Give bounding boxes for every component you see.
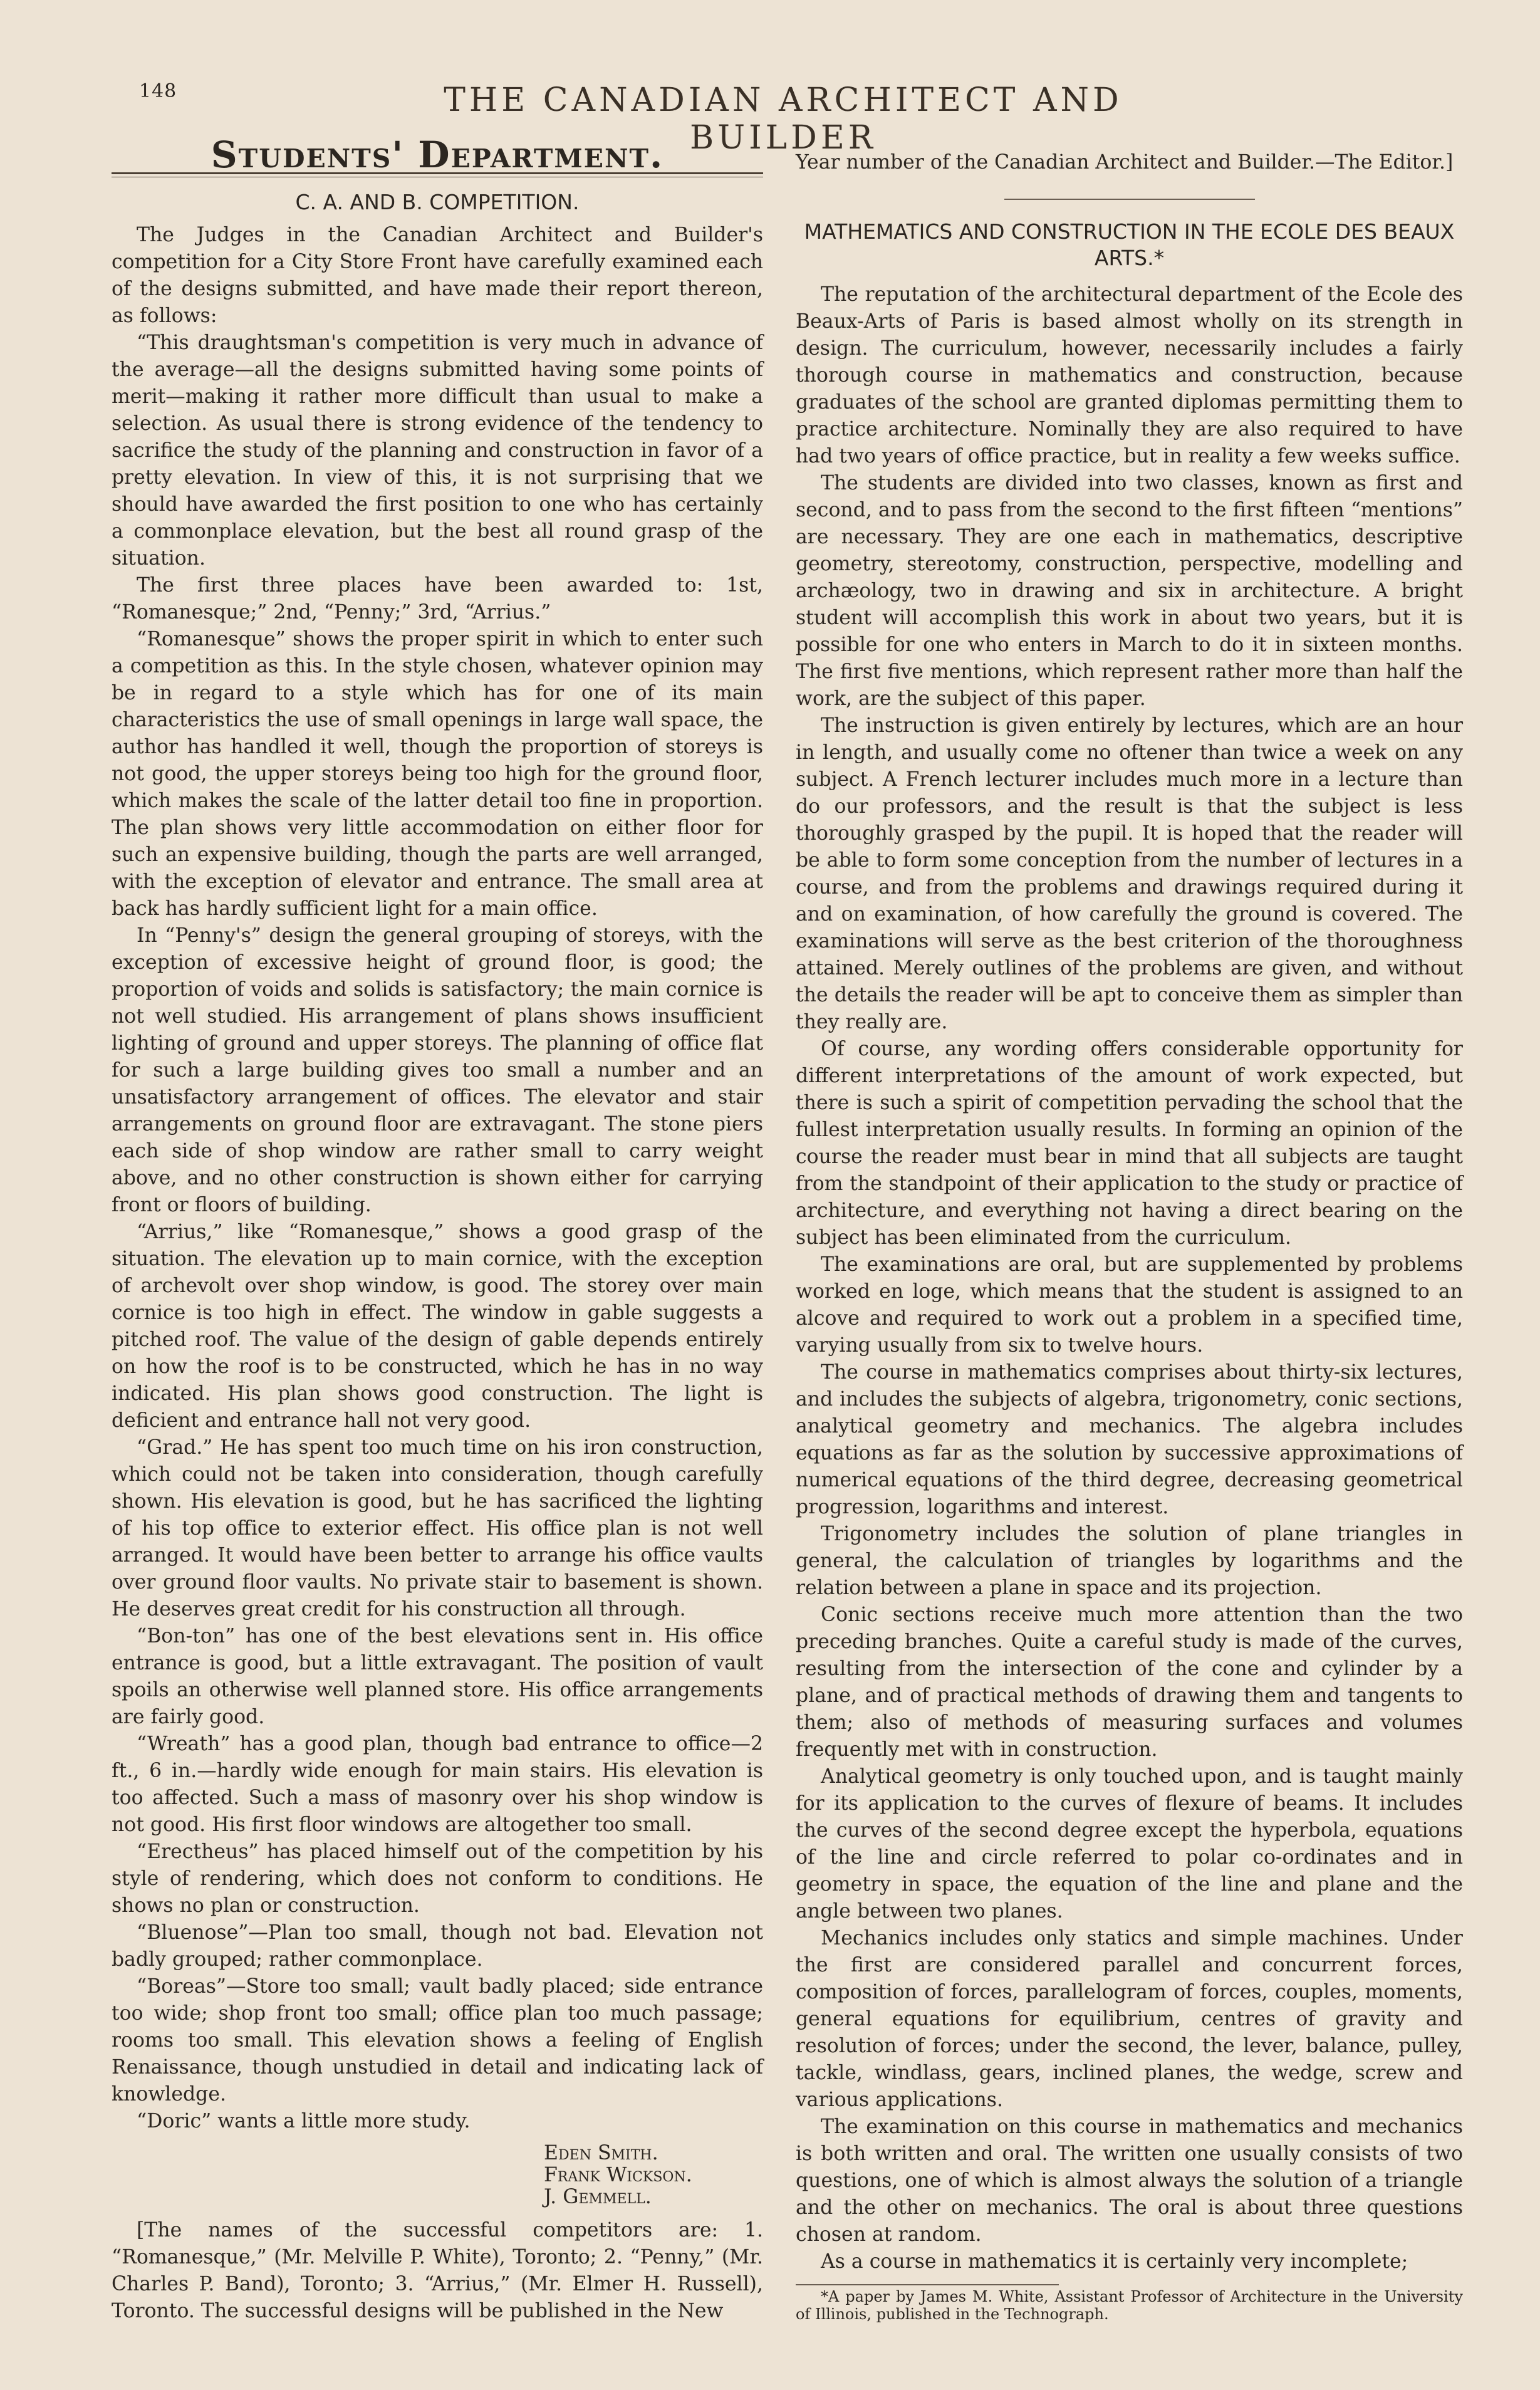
paragraph: “This draughtsman's competition is very much in advance of the average—all the designs submitted having some points of merit—making it rather more difficult than usual to make a selection. As usual there is strong evidence of the tendency to sacrifice the study of the planning and construction in favor of a pretty elevation. In view of this, it is not surprising that we should have awarded the first position to one who has certainly a commonplace elevation, but the best all round grasp of the situation. [112, 331, 763, 570]
left-column [112, 133, 763, 2325]
paragraph: Conic sections receive much more attention than the two preceding branches. Quite a careful study is made of the curves, resulting from the intersection of the cone and cylinder by a plane, and of practical methods of drawing them and tangents to them; also of methods of measuring surfaces and volumes frequently met with in construction. [796, 1604, 1463, 1761]
page-number: 148 [139, 80, 177, 102]
paragraph: “Bluenose”—Plan too small, though not bad. Elevation not badly grouped; rather commonplace. [112, 1921, 763, 1971]
paragraph: Of course, any wording offers considerable opportunity for different interpretations of the amount of work expected, but there is such a spirit of competition pervading the school that the fullest interpretation usually results. In forming an opinion of the course the reader must bear in mind that all subjects are taught from the standpoint of their application to the study or practice of architecture, and everything not having a direct bearing on the subject has been eliminated from the curriculum. [796, 1038, 1463, 1249]
paragraph: Trigonometry includes the solution of plane triangles in general, the calculation of triangles by logarithms and the relation between a plane in space and its projection. [796, 1523, 1463, 1599]
paragraph: The examinations are oral, but are supplemented by problems worked en loge, which means that the student is assigned to an alcove and required to work out a problem in a specified time, varying usually from six to twelve hours. [796, 1253, 1463, 1357]
paragraph: “Arrius,” like “Romanesque,” shows a good grasp of the situation. The elevation up to main cornice, with the exception of archevolt over shop window, is good. The storey over main cornice is too high in effect. The window in gable suggests a pitched roof. The value of the design of gable depends entirely on how the roof is to be constructed, which he has in no way indicated. His plan shows good construction. The light is deficient and entrance hall not very good. [112, 1221, 763, 1432]
footnote: *A paper by James M. White, Assistant Professor of Architecture in the University of Illinois, published in the Technograph. [796, 2288, 1463, 2323]
paragraph: As a course in mathematics it is certainly very incomplete; [821, 2250, 1408, 2273]
running-head: THE CANADIAN ARCHITECT AND BUILDER [444, 81, 1123, 157]
paragraph: Mechanics includes only statics and simple machines. Under the first are considered parallel and concurrent forces, composition of forces, parallelogram of forces, couples, moments, general equations for equilibrium, centres of gravity and resolution of forces; under the second, the lever, balance, pulley, tackle, windlass, gears, inclined planes, the wedge, screw and various applications. [796, 1927, 1463, 2111]
section-divider [1004, 199, 1255, 200]
editor-note: [The names of the successful competitors are: 1. “Romanesque,” (Mr. Melville P. White), Toronto; 2. “Penny,” (Mr. Charles P. Band), Toronto; 3. “Arrius,” (Mr. Elmer H. Russell), Toronto. The successful designs will be published in the New [112, 2219, 763, 2322]
paragraph: The Judges in the Canadian Architect and Builder's competition for a City Store Front have carefully examined each of the designs submitted, and have made their report thereon, as follows: [112, 224, 763, 327]
paragraph: “Grad.” He has spent too much time on his iron construction, which could not be taken into consideration, though carefully shown. His elevation is good, but he has sacrificed the lighting of his top office to exterior effect. His office plan is not well arranged. It would have been better to arrange his office vaults over ground floor vaults. No private stair to basement is shown. He deserves great credit for his construction all through. [112, 1436, 763, 1620]
paragraph: “Erectheus” has placed himself out of the competition by his style of rendering, which does not conform to conditions. He shows no plan or construction. [112, 1840, 763, 1917]
paragraph: “Romanesque” shows the proper spirit in which to enter such a competition as this. In the style chosen, whatever opinion may be in regard to a style which has for one of its main characteristics the use of small openings in large wall space, the author has handled it well, though the proportion of storeys is not good, the upper storeys being too high for the ground floor, which makes the scale of the latter detail too fine in proportion. The plan shows very little accommodation on either floor for such an expensive building, though the parts are well arranged, with the exception of elevator and entrance. The small area at back has hardly sufficient light for a main office. [112, 628, 763, 920]
paragraph: The first three places have been awarded to: 1st, “Romanesque;” 2nd, “Penny;” 3rd, “Arrius.” [112, 574, 763, 624]
footnote-rule [796, 2284, 1059, 2285]
paragraph: The instruction is given entirely by lectures, which are an hour in length, and usually come no oftener than twice a week on any subject. A French lecturer includes much more in a lecture than do our professors, and the result is that the subject is less thoroughly grasped by the pupil. It is hoped that the reader will be able to form some conception from the number of lectures in a course, and from the problems and drawings required during it and on examination, of how carefully the ground is covered. The examinations will serve as the best criterion of the thoroughness attained. Merely outlines of the problems are given, and without the details the reader will be apt to conceive them as simpler than they really are. [796, 714, 1463, 1033]
paragraph: “Doric” wants a little more study. [137, 2110, 471, 2132]
section-heading: C. A. AND B. COMPETITION. [295, 190, 580, 214]
judges-signatures [544, 2142, 763, 2208]
paragraph: The examination on this course in mathematics and mechanics is both written and oral. The written one usually consists of two questions, one of which is almost always the solution of a triangle and the other on mechanics. The oral is about three questions chosen at random. [796, 2116, 1463, 2246]
editor-note-end: Year number of the Canadian Architect and Builder.—The Editor.] [796, 151, 1454, 174]
paragraph: “Boreas”—Store too small; vault badly placed; side entrance too wide; shop front too small; office plan too much passage; rooms too small. This elevation shows a feeling of English Renaissance, though unstudied in detail and indicating lack of knowledge. [112, 1975, 763, 2106]
signature-line: Frank Wickson. [544, 2164, 692, 2186]
right-column [796, 149, 1463, 2323]
paragraph: “Bon-ton” has one of the best elevations sent in. His office entrance is good, but a little extravagant. The position of vault spoils an otherwise well planned store. His office arrangements are fairly good. [112, 1625, 763, 1728]
paragraph: The students are divided into two classes, known as first and second, and to pass from the second to the first fifteen “mentions” are necessary. They are one each in mathematics, descriptive geometry, stereotomy, construction, perspective, modelling and archæology, two in drawing and six in architecture. A bright student will accomplish this work in about two years, but it is possible for one who enters in March to do it in sixteen months. The first five mentions, which represent rather more than half the work, are the subject of this paper. [796, 472, 1463, 710]
paragraph: The reputation of the architectural department of the Ecole des Beaux-Arts of Paris is based almost wholly on its strength in design. The curriculum, however, necessarily includes a fairly thorough course in mathematics and construction, because graduates of the school are granted diplomas permitting them to practice architecture. Nominally they are also required to have had two years of office practice, but in reality a few weeks suffice. [796, 283, 1463, 467]
department-title: Students' Department. [211, 133, 664, 176]
signature-line: Eden Smith. [544, 2142, 658, 2164]
paragraph: Analytical geometry is only touched upon, and is taught mainly for its application to the curves of flexure of beams. It includes the curves of the second degree except the hyperbola, equations of the line and circle referred to polar co-ordinates and in geometry in space, the equation of the line and plane and the angle between two planes. [796, 1765, 1463, 1923]
article-title: MATHEMATICS AND CONSTRUCTION IN THE ECOLE DES BEAUX ARTS.* [804, 219, 1455, 270]
paragraph: The course in mathematics comprises about thirty-six lectures, and includes the subjects of algebra, trigonometry, conic sections, analytical geometry and mechanics. The algebra includes equations as far as the solution by successive approximations of numerical equations of the third degree, decreasing geometrical progression, logarithms and interest. [796, 1361, 1463, 1518]
paragraph: “Wreath” has a good plan, though bad entrance to office—2 ft., 6 in.—hardly wide enough for main stairs. His elevation is too affected. Such a mass of masonry over his shop window is not good. His first floor windows are altogether too small. [112, 1733, 763, 1836]
signature-line: J. Gemmell. [544, 2186, 652, 2208]
paragraph: In “Penny's” design the general grouping of storeys, with the exception of excessive height of ground floor, is good; the proportion of voids and solids is satisfactory; the main cornice is not well studied. His arrangement of plans shows insufficient lighting of ground and upper storeys. The planning of office flat for such a large building gives too small a number and an unsatisfactory arrangement of offices. The elevator and stair arrangements on ground floor are extravagant. The stone piers each side of shop window are rather small to carry weight above, and no other construction is shown either for carrying front or floors of building. [112, 924, 763, 1216]
